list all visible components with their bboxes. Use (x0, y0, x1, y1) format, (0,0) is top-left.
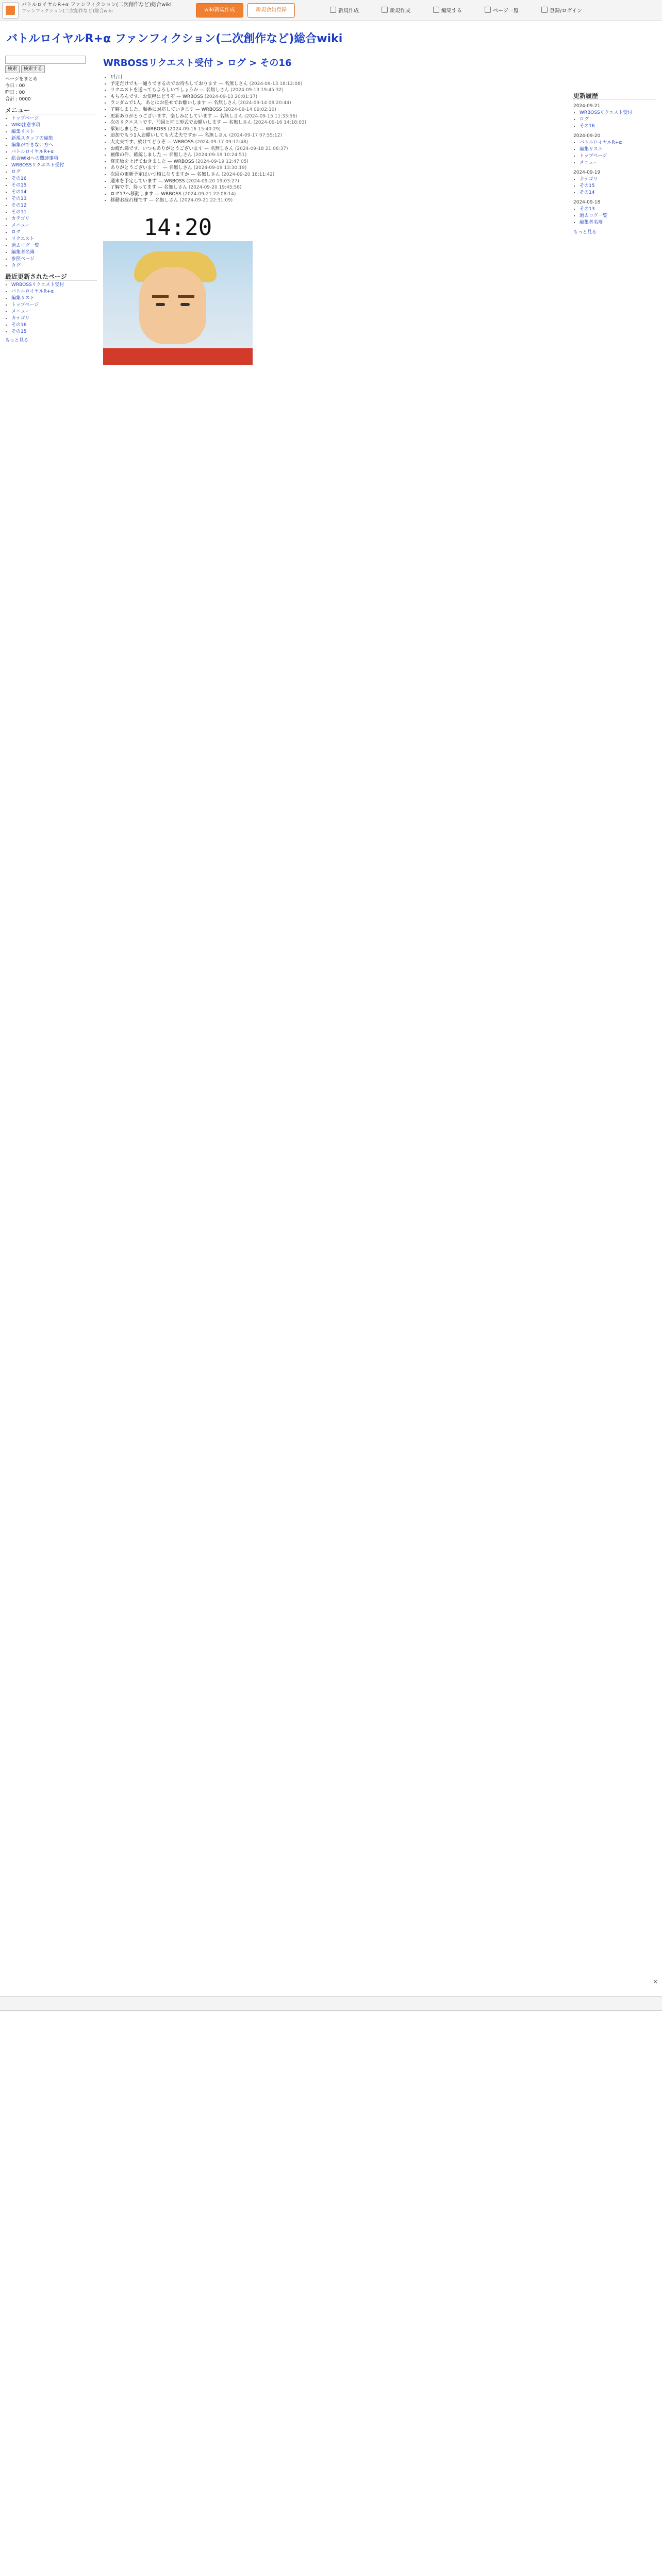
comment-author: — 名無しさん (148, 198, 178, 204)
comment-author: — WRBOSS (176, 94, 203, 99)
counter-yesterday: 昨日 : 00 (5, 90, 25, 95)
comment-author: — 名無しさん (204, 146, 234, 151)
comment-author: — 名無しさん (200, 88, 229, 93)
comment-text: 週末を予定しています (110, 178, 157, 184)
recent-item[interactable]: その16 (11, 323, 27, 328)
search-input[interactable] (5, 56, 86, 64)
history-date: 2024-09-18 (573, 200, 601, 205)
comment-date: (2024-09-21 22:31:09) (179, 198, 233, 204)
history-item[interactable]: その14 (580, 190, 595, 195)
site-title[interactable] (22, 2, 176, 14)
comment-item (110, 191, 500, 198)
breadcrumb-1[interactable]: WRBOSSリクエスト受付 (103, 58, 213, 69)
search-submit-button[interactable]: 検索する (21, 65, 45, 73)
comment-author: — 名無しさん (222, 120, 252, 126)
comment-date: (2024-09-17 09:12:48) (195, 139, 249, 145)
history-item[interactable]: その16 (580, 124, 595, 129)
comment-item (110, 146, 500, 152)
site-title-main: バトルロイヤルR+α ファンフィクション(二次創作など)総合wiki (22, 2, 172, 8)
menu-item[interactable]: WIKI注意事項 (11, 123, 41, 128)
comment-date: (2024-09-13 19:45:32) (230, 88, 284, 93)
comment-author: — 名無しさん (162, 165, 192, 171)
comment-item (110, 197, 500, 204)
search-box (5, 56, 97, 73)
comment-date: (2024-09-16 14:18:03) (253, 120, 307, 126)
comment-date: (2024-09-20 19:45:58) (188, 185, 242, 191)
character-face (139, 267, 206, 344)
pencil-icon (433, 7, 439, 13)
menu-item[interactable]: その11 (11, 210, 27, 215)
comment-date: (2024-09-20 19:03:27) (186, 178, 239, 184)
new-wiki-button[interactable]: wiki新規作成 (196, 3, 243, 18)
menu-item[interactable]: ログ (11, 170, 21, 175)
history-item[interactable]: 編集者名簿 (580, 220, 603, 225)
comment-author: — 名無しさん (218, 81, 248, 87)
comment-text: 次回の更新予定はいつ頃になりますか (110, 172, 190, 177)
comment-author: — 名無しさん (198, 133, 228, 139)
character-eye-right (180, 303, 190, 306)
recent-list (5, 282, 97, 335)
comment-text: 大丈夫です、続けてどうぞ (110, 139, 166, 145)
recent-item[interactable]: メニュー (11, 309, 30, 314)
site-title-sub: ファンフィクション(二次創作など)総合wiki (22, 9, 113, 14)
comment-date: (2024-09-13 18:12:08) (249, 81, 303, 87)
embedded-screenshot (103, 210, 253, 365)
recent-item[interactable]: WRBOSSリクエスト受付 (11, 282, 64, 287)
nav-new-1[interactable]: 新規作成 (330, 6, 359, 14)
menu-item[interactable]: 新規スタッフの編集 (11, 136, 54, 141)
nav-edit[interactable]: 編集する (433, 6, 462, 14)
comment-item (110, 152, 500, 159)
comment-item (110, 81, 500, 88)
comment-date: (2024-09-20 18:11:42) (221, 172, 275, 177)
breadcrumb-2[interactable]: ログ (227, 58, 246, 69)
history-item[interactable]: 編集リスト (580, 147, 603, 152)
close-icon[interactable]: × (653, 1978, 658, 1985)
bottom-bar (0, 1996, 662, 2011)
history-items (573, 140, 656, 166)
comment-text: リクエストを送ってもよろしいでしょうか (110, 88, 198, 93)
comment-author: — WRBOSS (167, 159, 194, 164)
history-items (573, 206, 656, 226)
right-sidebar (573, 93, 656, 236)
menu-item[interactable]: 編集リスト (11, 129, 35, 134)
comment-date: (2024-09-18 21:06:37) (235, 146, 288, 151)
page-title (103, 56, 500, 69)
recent-item[interactable]: カテゴリ (11, 316, 30, 321)
history-item[interactable]: WRBOSSリクエスト受付 (580, 110, 633, 115)
menu-list (5, 115, 97, 269)
character-brow-left (152, 295, 169, 298)
comment-item (110, 113, 500, 120)
comment-item (110, 139, 500, 146)
list-icon (485, 7, 491, 13)
history-list (573, 103, 656, 226)
site-logo[interactable] (2, 2, 19, 19)
comment-author: — WRBOSS (158, 178, 185, 184)
menu-item[interactable]: メニュー (11, 223, 30, 228)
history-date: 2024-09-20 (573, 133, 601, 139)
menu-item[interactable]: 総合Wikiへの関連事項 (11, 156, 58, 161)
comment-text: 追加でもう1人お願いしても大丈夫ですか (110, 133, 197, 139)
menu-heading: メニュー (5, 107, 97, 114)
comment-text: 1行目 (110, 75, 123, 80)
history-item[interactable]: バトルロイヤルR+α (580, 140, 622, 145)
comment-item (110, 172, 500, 178)
comment-item (110, 159, 500, 165)
menu-item[interactable]: 過去ログ一覧 (11, 243, 40, 248)
comment-date: (2024-09-14 09:02:10) (223, 107, 276, 112)
comment-item (110, 74, 500, 81)
logo-mark (6, 6, 15, 15)
menu-item[interactable]: 編集ができない方へ (11, 143, 54, 148)
counter-total: 合計 : 0000 (5, 97, 31, 102)
nav-login[interactable]: 登録/ログイン (541, 6, 582, 14)
history-item[interactable]: 過去ログ一覧 (580, 213, 608, 218)
menu-item[interactable]: 編集者名簿 (11, 250, 35, 255)
comment-date: (2024-09-19 10:24:51) (193, 152, 247, 158)
screenshot-clock: 14:20 (143, 214, 212, 241)
character-eye-left (156, 303, 165, 306)
comment-author: — 名無しさん (162, 152, 192, 158)
breadcrumb-sep: > (249, 58, 260, 69)
comment-text: ありがとうございます！ (110, 165, 162, 171)
comment-text: 次のリクエストです、前回と同じ形式でお願いします (110, 120, 221, 126)
history-items (573, 176, 656, 196)
menu-item[interactable]: その16 (11, 176, 27, 181)
comment-author: — 名無しさん (213, 113, 243, 119)
history-items (573, 110, 656, 130)
recent-item[interactable]: トップページ (11, 302, 39, 308)
comment-author: — 名無しさん (190, 172, 220, 177)
recent-item[interactable]: その15 (11, 329, 27, 334)
comment-text: 画像の件、確認しました (110, 152, 162, 158)
recent-item[interactable]: バトルロイヤルR+α (11, 289, 54, 294)
comment-text: ランダムで1人、あとはお任せでお願いします (110, 100, 206, 106)
signup-button[interactable]: 新規会員登録 (247, 3, 295, 18)
menu-item[interactable]: 参照ページ (11, 257, 35, 262)
breadcrumb-3: その16 (260, 58, 292, 69)
recent-heading: 最近更新されたページ (5, 274, 97, 281)
comment-item (110, 126, 500, 133)
menu-item[interactable]: その12 (11, 203, 27, 208)
menu-item[interactable]: カテゴリ (11, 216, 30, 222)
menu-item[interactable]: WRBOSSリクエスト受付 (11, 163, 64, 168)
history-item[interactable]: その15 (580, 183, 595, 189)
nav-new-2[interactable]: 新規作成 (382, 6, 410, 14)
menu-item[interactable]: リクエスト (11, 236, 35, 242)
user-icon (541, 7, 548, 13)
comment-item (110, 184, 500, 191)
comment-item (110, 87, 500, 94)
comment-item (110, 165, 500, 172)
comment-log (103, 74, 500, 204)
comment-text: 了解です、待ってます (110, 185, 157, 191)
comment-text: もちろんです、お気軽にどうぞ (110, 94, 175, 99)
comment-date: (2024-09-15 11:33:56) (244, 113, 297, 119)
comment-date: (2024-09-13 20:01:17) (204, 94, 258, 99)
menu-item[interactable]: ログ (11, 230, 21, 235)
comment-author: — WRBOSS (155, 191, 181, 197)
comment-date: (2024-09-21 22:08:14) (183, 191, 236, 197)
comment-item (110, 107, 500, 113)
top-bar (0, 0, 662, 21)
history-item[interactable]: ログ (580, 117, 589, 122)
comment-author: — 名無しさん (207, 100, 237, 106)
screenshot-caption (103, 348, 253, 365)
history-date: 2024-09-19 (573, 170, 601, 175)
comment-author: — WRBOSS (139, 126, 167, 132)
menu-item[interactable]: トップページ (11, 116, 39, 121)
comment-item (110, 100, 500, 107)
comment-item (110, 178, 500, 185)
menu-item[interactable]: その15 (11, 183, 27, 188)
history-item[interactable]: その13 (580, 207, 595, 212)
nav-page-list[interactable]: ページ一覧 (485, 6, 519, 14)
comment-author: — WRBOSS (167, 139, 194, 145)
menu-item[interactable]: その14 (11, 190, 27, 195)
comment-text: 了解しました、順番に対応していきます (110, 107, 194, 112)
history-heading: 更新履歴 (573, 93, 656, 100)
comment-author: — WRBOSS (195, 107, 222, 112)
comment-text: 予定だけでも一通りできるのでお待ちしております (110, 81, 218, 87)
menu-item[interactable]: バトルロイヤルR+α (11, 149, 54, 155)
wiki-name[interactable]: バトルロイヤルR+α ファンフィクション(二次創作など)総合wiki (6, 32, 343, 45)
history-item[interactable]: メニュー (580, 160, 599, 165)
history-more-link[interactable]: もっと見る (573, 230, 597, 235)
history-item[interactable]: トップページ (580, 154, 607, 159)
comment-text: 承知しました (110, 126, 139, 132)
menu-item[interactable]: その13 (11, 196, 27, 201)
comment-item (110, 94, 500, 100)
recent-item[interactable]: 編集リスト (11, 296, 35, 301)
comment-date: (2024-09-16 15:40:29) (168, 126, 221, 132)
history-item[interactable]: カテゴリ (580, 177, 598, 182)
comment-item (110, 120, 500, 126)
comment-date: (2024-09-19 12:47:05) (195, 159, 249, 164)
recent-label: ページをまとめ (5, 77, 38, 82)
page-icon (382, 7, 388, 13)
comment-date: (2024-09-14 08:20:44) (238, 100, 291, 106)
counter-today: 今日 : 00 (5, 83, 25, 89)
menu-item[interactable]: タグ (11, 263, 21, 268)
plus-icon (330, 7, 336, 13)
comment-date: (2024-09-17 07:55:12) (229, 133, 282, 139)
comment-date: (2024-09-19 13:30:19) (193, 165, 247, 171)
comment-text: 移動お疲れ様です (110, 198, 148, 204)
comment-text: 更新ありがとうございます、楽しみにしています (110, 113, 212, 119)
breadcrumb-sep: > (216, 58, 227, 69)
left-sidebar (5, 56, 97, 344)
more-link[interactable]: もっと見る (5, 338, 29, 343)
search-button[interactable]: 検索 (5, 65, 20, 73)
comment-text: 修正版を上げておきました (110, 159, 167, 164)
main-content (103, 56, 500, 365)
comment-text: お疲れ様です、いつもありがとうございます (110, 146, 203, 151)
comment-item (110, 132, 500, 139)
character-brow-right (178, 295, 194, 298)
comment-text: ログ17へ移動します (110, 191, 154, 197)
comment-author: — 名無しさん (158, 185, 188, 191)
history-date: 2024-09-21 (573, 104, 601, 109)
